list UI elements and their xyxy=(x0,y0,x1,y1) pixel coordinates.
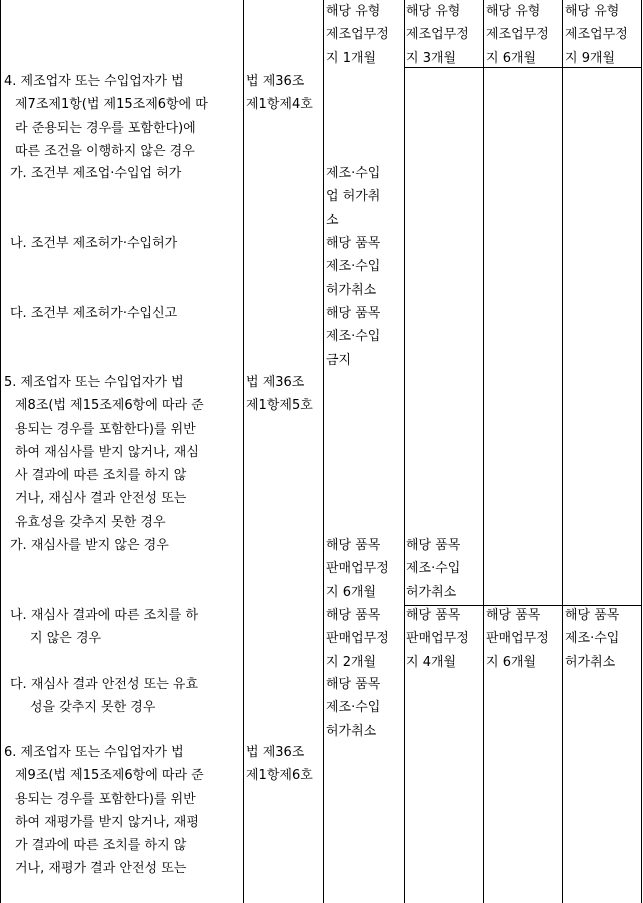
text-line: 유효성을 갖추지 못한 경우 xyxy=(15,514,166,530)
text-line: 제조·수입 xyxy=(406,561,461,577)
text-line: 해당 유형 xyxy=(565,4,620,19)
table-border-left xyxy=(0,0,1,903)
penalty-cell xyxy=(486,604,561,674)
text-line: 지 9개월 xyxy=(565,50,616,66)
text-line: 성을 갖추지 못한 경우 xyxy=(30,700,156,716)
text-line: 5. 제조업자 또는 수입업자가 법 xyxy=(4,375,184,390)
penalty-cell xyxy=(406,534,482,604)
table-border-right xyxy=(641,0,642,903)
text-line: 6. 제조업자 또는 수입업자가 법 xyxy=(4,745,184,760)
text-line: 제8조(법 제15조제6항에 따라 준 xyxy=(15,398,204,414)
text-line: 다. 재심사 결과 안전성 또는 유효 xyxy=(10,677,199,692)
penalty-cell xyxy=(406,604,482,674)
penalty-cell xyxy=(406,0,482,70)
column-divider xyxy=(404,0,405,903)
text-line: 지 않은 경우 xyxy=(30,631,102,647)
text-line: 판매업무정 xyxy=(326,631,389,647)
penalty-cell xyxy=(326,534,402,604)
violation-description xyxy=(4,371,240,534)
text-line: 해당 품목 xyxy=(486,608,541,623)
text-line: 해당 품목 xyxy=(406,608,461,623)
text-line: 판매업무정 xyxy=(486,631,549,647)
text-line: 제조·수입 xyxy=(326,166,381,181)
penalty-cell xyxy=(326,302,402,372)
penalty-cell xyxy=(326,0,402,70)
column-divider xyxy=(562,0,563,903)
penalty-cell xyxy=(486,0,561,70)
text-line: 거나, 재심사 결과 안전성 또는 xyxy=(15,491,187,507)
violation-description xyxy=(4,741,240,881)
text-line: 소 xyxy=(326,212,339,228)
text-line: 나. 조건부 제조허가·수입허가 xyxy=(10,236,178,251)
sub-item-description xyxy=(10,673,198,720)
text-line: 제1항제5호 xyxy=(246,398,313,414)
text-line: 허가취소 xyxy=(326,282,377,298)
text-line: 4. 제조업자 또는 수입업자가 법 xyxy=(4,74,184,89)
sub-item-description xyxy=(10,604,198,651)
text-line: 제조·수입 xyxy=(565,631,620,647)
text-line: 지 3개월 xyxy=(406,50,457,66)
text-line: 법 제36조 xyxy=(246,375,305,390)
text-line: 사 결과에 따른 조치를 하지 않 xyxy=(15,468,187,484)
penalty-cell xyxy=(565,604,640,674)
text-line: 법 제36조 xyxy=(246,745,305,760)
sub-item-description xyxy=(10,534,169,557)
text-line: 해당 품목 xyxy=(565,608,620,623)
violation-description xyxy=(4,70,240,163)
penalty-cell xyxy=(565,0,640,70)
text-line: 제조·수입 xyxy=(326,259,381,275)
text-line: 금지 xyxy=(326,352,352,368)
text-line: 지 1개월 xyxy=(326,50,377,66)
text-line: 라 준용되는 경우를 포함한다)에 xyxy=(15,120,196,136)
text-line: 거나, 재평가 결과 안전성 또는 xyxy=(15,861,187,877)
legal-basis xyxy=(246,371,322,418)
text-line: 제조업무정 xyxy=(406,27,469,43)
text-line: 허가취소 xyxy=(406,584,457,600)
text-line: 해당 품목 xyxy=(406,538,461,553)
text-line: 해당 유형 xyxy=(326,4,381,19)
sub-item-description xyxy=(10,162,181,185)
text-line: 지 6개월 xyxy=(326,584,377,600)
text-line: 가. 재심사를 받지 않은 경우 xyxy=(10,538,169,553)
legal-basis xyxy=(246,741,322,788)
text-line: 제조업무정 xyxy=(565,27,628,43)
text-line: 법 제36조 xyxy=(246,74,305,89)
penalty-cell xyxy=(326,673,402,743)
text-line: 판매업무정 xyxy=(326,561,389,577)
text-line: 해당 품목 xyxy=(326,236,381,251)
text-line: 허가취소 xyxy=(565,654,616,670)
text-line: 지 4개월 xyxy=(406,654,457,670)
text-line: 제조·수입 xyxy=(326,700,381,716)
sub-item-description xyxy=(10,302,177,325)
text-line: 지 2개월 xyxy=(326,654,377,670)
penalty-cell xyxy=(326,604,402,674)
text-line: 지 6개월 xyxy=(486,654,537,670)
text-line: 허가취소 xyxy=(326,723,377,739)
text-line: 제7조제1항(법 제15조제6항에 따 xyxy=(15,97,208,113)
text-line: 해당 품목 xyxy=(326,538,381,553)
text-line: 해당 품목 xyxy=(326,306,381,321)
text-line: 업 허가취 xyxy=(326,189,381,205)
column-divider xyxy=(323,0,324,903)
penalty-cell xyxy=(326,232,402,302)
text-line: 가. 조건부 제조업·수입업 허가 xyxy=(10,166,182,181)
legal-basis xyxy=(246,70,322,117)
text-line: 제1항제6호 xyxy=(246,768,313,784)
text-line: 용되는 경우를 포함한다)를 위반 xyxy=(15,791,196,807)
column-divider xyxy=(243,0,244,903)
text-line: 하여 재심사를 받지 않거나, 재심 xyxy=(15,444,199,460)
text-line: 해당 품목 xyxy=(326,677,381,692)
text-line: 나. 재심사 결과에 따른 조치를 하 xyxy=(10,608,199,623)
text-line: 따른 조건을 이행하지 않은 경우 xyxy=(15,143,195,159)
column-divider xyxy=(483,0,484,903)
penalty-cell xyxy=(326,162,402,232)
text-line: 해당 유형 xyxy=(406,4,461,19)
text-line: 제9조(법 제15조제6항에 따라 준 xyxy=(15,768,204,784)
text-line: 하여 재평가를 받지 않거나, 재평 xyxy=(15,814,199,830)
text-line: 해당 품목 xyxy=(326,608,381,623)
sub-item-description xyxy=(10,232,177,255)
text-line: 가 결과에 따른 조치를 하지 않 xyxy=(15,838,187,854)
text-line: 제조업무정 xyxy=(326,27,389,43)
text-line: 용되는 경우를 포함한다)를 위반 xyxy=(15,421,196,437)
text-line: 지 6개월 xyxy=(486,50,537,66)
text-line: 해당 유형 xyxy=(486,4,541,19)
text-line: 다. 조건부 제조허가·수입신고 xyxy=(10,306,178,321)
text-line: 제조·수입 xyxy=(326,329,381,345)
text-line: 제1항제4호 xyxy=(246,97,313,113)
text-line: 판매업무정 xyxy=(406,631,469,647)
text-line: 제조업무정 xyxy=(486,27,549,43)
